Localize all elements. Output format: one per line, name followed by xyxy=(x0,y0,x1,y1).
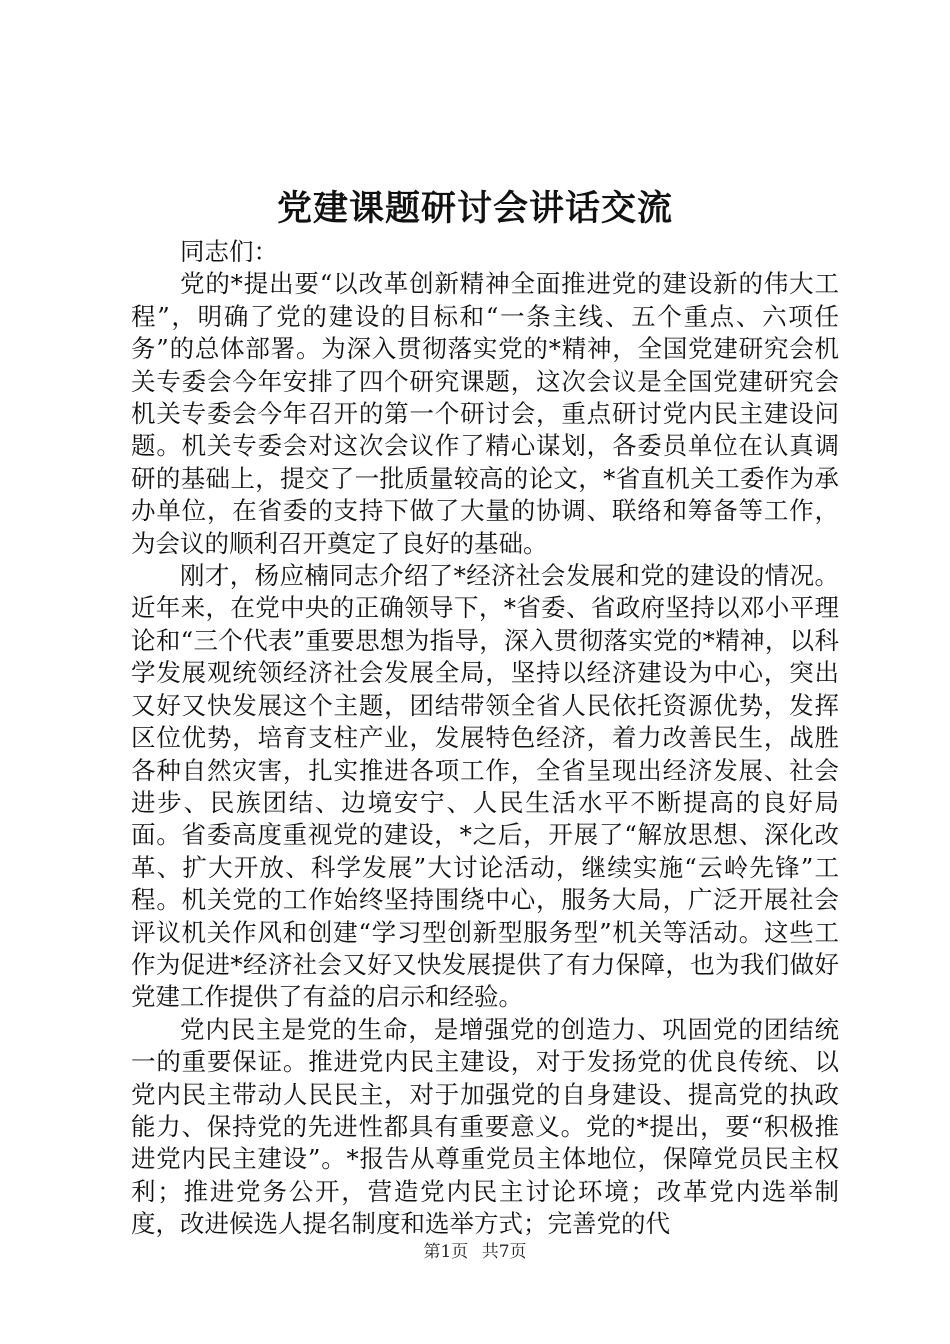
total-pages: 共7页 xyxy=(481,1242,527,1262)
paragraph-3: 党内民主是党的生命，是增强党的创造力、巩固党的团结统一的重要保证。推进党内民主建设，对于发扬党的优良传统、以党内民主带动人民民主，对于加强党的自身建设、提高党的执政能力、保持党的先进性都具有重要意义。党的*提出，要“积极推进党内民主建设”。*报告从尊重党员主体地位，保障党员民主权利；推进党务公开，营造党内民主讨论环境；改革党内选举制度，改进候选人提名制度和选举方式；完善党的代 xyxy=(131,1014,839,1239)
document-body xyxy=(131,236,839,1241)
paragraph-2: 刚才，杨应楠同志介绍了*经济社会发展和党的建设的情况。近年来，在党中央的正确领导下，*省委、省政府坚持以邓小平理论和“三个代表”重要思想为指导，深入贯彻落实党的*精神，以科学发展观统领经济社会发展全局，坚持以经济建设为中心，突出又好又快发展这个主题，团结带领全省人民依托资源优势，发挥区位优势，培育支柱产业，发展特色经济，着力改善民生，战胜各种自然灾害，扎实推进各项工作，全省呈现出经济发展、社会进步、民族团结、边境安宁、人民生活水平不断提高的良好局面。省委高度重视党的建设，*之后，开展了“解放思想、深化改革、扩大开放、科学发展”大讨论活动，继续实施“云岭先锋”工程。机关党的工作始终坚持围绕中心，服务大局，广泛开展社会评议机关作风和创建“学习型创新型服务型”机关等活动。这些工作为促进*经济社会又好又快发展提供了有力保障，也为我们做好党建工作提供了有益的启示和经验。 xyxy=(131,561,839,1012)
page-footer xyxy=(0,1240,950,1264)
document-title: 党建课题研讨会讲话交流 xyxy=(276,188,673,229)
page-number: 第1页 xyxy=(423,1242,469,1262)
paragraph-1: 党的*提出要“以改革创新精神全面推进党的建设新的伟大工程”，明确了党的建设的目标和“一条主线、五个重点、六项任务”的总体部署。为深入贯彻落实党的*精神，全国党建研究会机关专委会今年安排了四个研究课题，这次会议是全国党建研究会机关专委会今年召开的第一个研讨会，重点研讨党内民主建设问题。机关专委会对这次会议作了精心谋划，各委员单位在认真调研的基础上，提交了一批质量较高的论文，*省直机关工委作为承办单位，在省委的支持下做了大量的协调、联络和筹备等工作，为会议的顺利召开奠定了良好的基础。 xyxy=(131,269,839,558)
salutation: 同志们： xyxy=(180,237,278,266)
